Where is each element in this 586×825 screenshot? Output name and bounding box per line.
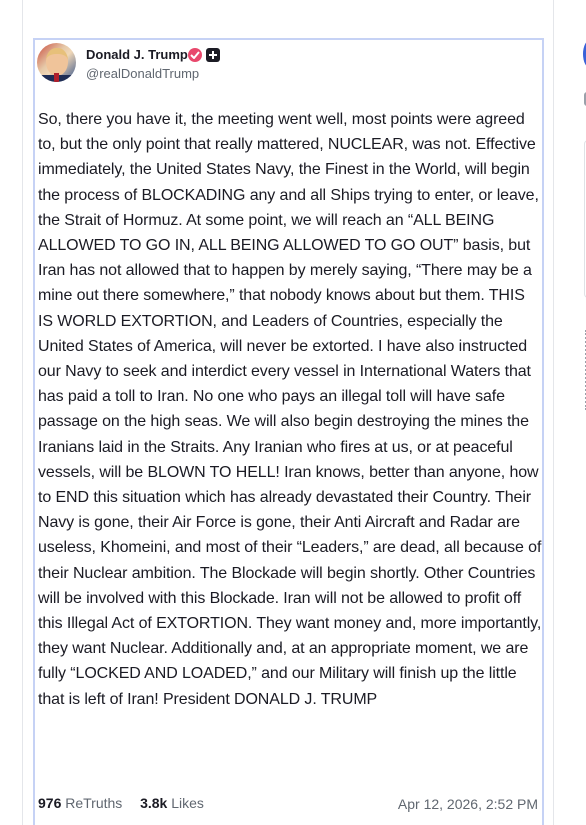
verified-check-icon <box>188 48 202 62</box>
truth-post-card[interactable] <box>33 38 544 825</box>
avatar-face <box>46 48 68 76</box>
plus-badge-icon <box>206 48 220 62</box>
author-avatar[interactable] <box>37 43 76 82</box>
likes-label: Likes <box>171 795 204 811</box>
post-timestamp[interactable]: Apr 12, 2026, 2:52 PM <box>397 796 538 812</box>
retruths-stat[interactable] <box>38 795 122 811</box>
retruths-count: 976 <box>38 795 62 811</box>
avatar-tie <box>54 73 59 82</box>
feed-left-divider <box>22 0 23 825</box>
post-body-text: So, there you have it, the meeting went well, most points were agreed to, but the only point that really mattered, NUCLEAR, was not. Effective immediately, the United States Navy, the Finest in the World, will begin the process of BLOCKADING any and all Ships trying to enter, or leave, the Strait of Hormuz. At some point, we will reach an “ALL BEING ALLOWED TO GO IN, ALL BEING ALLOWED TO GO OUT” basis, but Iran has not allowed that to happen by merely saying, “There may be a mine out there somewhere,” that nobody knows about but them. THIS IS WORLD EXTORTION, and Leaders of Countries, especially the United States of America, will never be extorted. I have also instructed our Navy to seek and interdict every vessel in International Waters that has paid a toll to Iran. No one who pays an illegal toll will have safe passage on the high seas. We will also begin destroying the mines the Iranians laid in the Straits. Any Iranian who fires at us, or at peaceful vessels, will be BLOWN TO HELL! Iran knows, better than anyone, how to END this situation which has already devastated their Country. Their Navy is gone, their Air Force is gone, their Anti Aircraft and Radar are useless, Khomeini, and most of their “Leaders,” are dead, all because of their Nuclear ambition. The Blockade will begin shortly. Other Countries will be involved with this Blockade. Iran will not be allowed to profit off this Illegal Act of EXTORTION. They want money and, more importantly, they want Nuclear. Additionally and, at an appropriate moment, we are fully “LOCKED AND LOADED,” and our Military will finish up the little that is left of Iran! President DONALD J. TRUMP <box>38 111 542 708</box>
author-handle[interactable]: @realDonaldTrump <box>86 66 200 81</box>
post-stats <box>38 795 204 811</box>
likes-count: 3.8k <box>140 795 168 811</box>
likes-stat[interactable] <box>140 795 204 811</box>
author-display-name[interactable]: Donald J. Trump <box>86 47 188 62</box>
retruths-label: ReTruths <box>65 795 123 811</box>
feed-right-divider <box>553 0 554 825</box>
